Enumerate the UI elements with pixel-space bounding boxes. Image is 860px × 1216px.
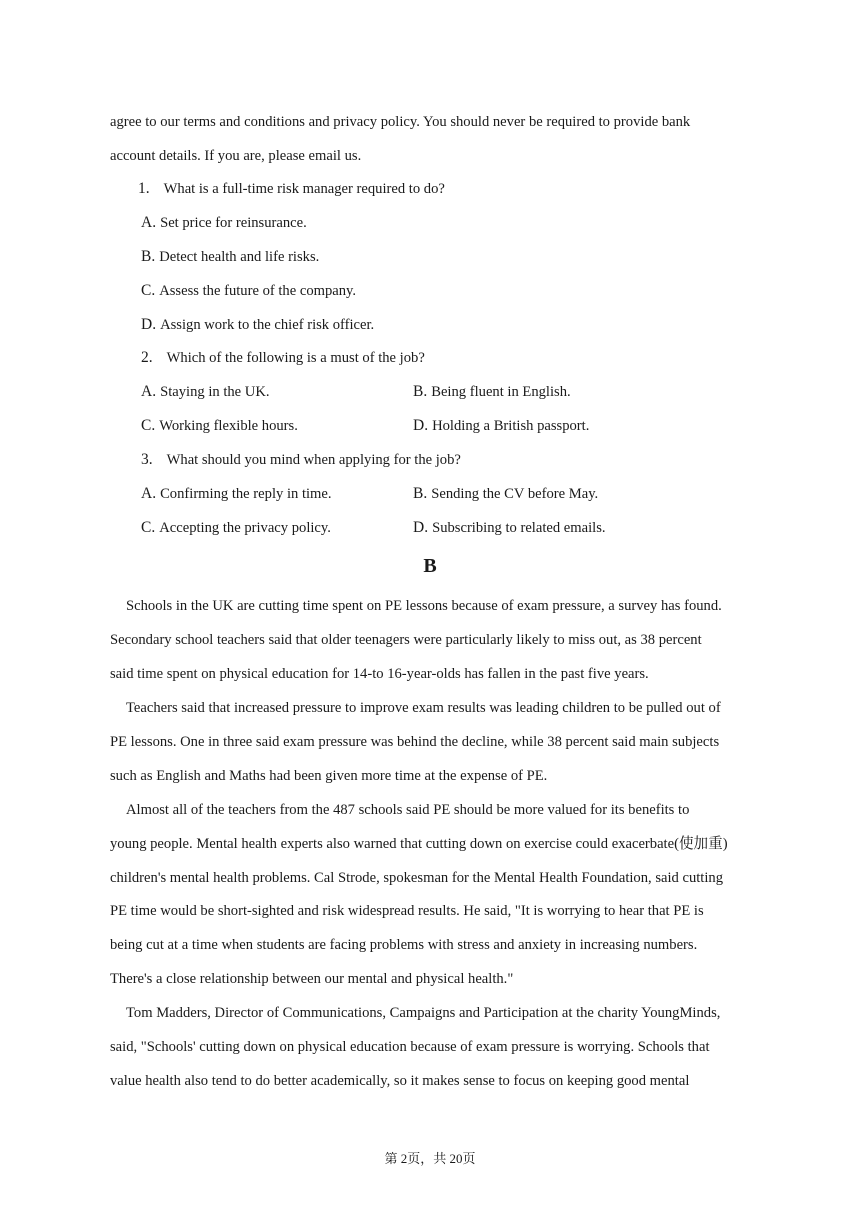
passage-line: Secondary school teachers said that older teenagers were particularly likely to miss out, as 38 percent: [110, 632, 702, 648]
option-text: Holding a British passport.: [432, 418, 590, 434]
option-letter: D.: [413, 417, 429, 434]
option-letter: D.: [413, 519, 429, 536]
passage-line: PE time would be short-sighted and risk widespread results. He said, "It is worrying to hear that PE is: [110, 903, 704, 919]
intro-line: account details. If you are, please email us.: [110, 148, 362, 164]
option-2b: [413, 382, 571, 402]
option-text: Working flexible hours.: [159, 418, 298, 434]
option-letter: A.: [141, 383, 157, 400]
option-letter: A.: [141, 214, 157, 231]
option-letter: D.: [141, 316, 157, 333]
passage-line: Tom Madders, Director of Communications, Campaigns and Participation at the charity YoungMinds,: [126, 1005, 721, 1021]
option-text: Assess the future of the company.: [159, 283, 357, 299]
passage-line: Almost all of the teachers from the 487 schools said PE should be more valued for its benefits to: [126, 802, 690, 818]
passage-line: value health also tend to do better academically, so it makes sense to focus on keeping good mental: [110, 1073, 690, 1089]
option-1b: [141, 247, 319, 267]
question-text: What is a full-time risk manager required to do?: [163, 181, 445, 197]
option-text: Being fluent in English.: [431, 384, 571, 400]
option-letter: C.: [141, 519, 156, 536]
section-title: B: [423, 555, 437, 577]
question-number: 2.: [141, 349, 153, 366]
question-number: 1.: [138, 180, 150, 197]
option-letter: B.: [413, 485, 428, 502]
option-letter: A.: [141, 485, 157, 502]
option-3b: [413, 484, 598, 504]
question-text: Which of the following is a must of the job?: [166, 350, 425, 366]
question-1: [138, 179, 445, 199]
option-text: Accepting the privacy policy.: [159, 520, 331, 536]
passage-line: PE lessons. One in three said exam pressure was behind the decline, while 38 percent said main subjects: [110, 734, 720, 750]
passage-line: There's a close relationship between our mental and physical health.": [110, 971, 514, 987]
passage-line: said time spent on physical education for 14-to 16-year-olds has fallen in the past five years.: [110, 666, 649, 682]
option-letter: C.: [141, 417, 156, 434]
option-text: Assign work to the chief risk officer.: [160, 317, 375, 333]
option-2d: [413, 416, 589, 436]
option-1d: [141, 315, 374, 335]
passage-line: Teachers said that increased pressure to improve exam results was leading children to be pulled out of: [126, 700, 721, 716]
option-3c: [141, 518, 331, 538]
option-2a: [141, 382, 270, 402]
option-text: Sending the CV before May.: [431, 486, 599, 502]
passage-line: said, "Schools' cutting down on physical education because of exam pressure is worrying. Schools that: [110, 1039, 710, 1055]
page-footer: 第 2页，共 20页: [384, 1151, 476, 1166]
option-letter: B.: [141, 248, 156, 265]
intro-line: agree to our terms and conditions and privacy policy. You should never be required to provide bank: [110, 114, 691, 130]
passage-line: such as English and Maths had been given more time at the expense of PE.: [110, 768, 548, 784]
option-text: Confirming the reply in time.: [160, 486, 332, 502]
option-2c: [141, 416, 298, 436]
option-text: Staying in the UK.: [160, 384, 270, 400]
passage-line: being cut at a time when students are facing problems with stress and anxiety in increasing numbers.: [110, 937, 698, 953]
option-text: Set price for reinsurance.: [160, 215, 307, 231]
question-text: What should you mind when applying for the job?: [166, 452, 461, 468]
passage-line: young people. Mental health experts also warned that cutting down on exercise could exacerbate(使加重): [110, 836, 728, 852]
option-text: Detect health and life risks.: [159, 249, 320, 265]
option-letter: C.: [141, 282, 156, 299]
question-number: 3.: [141, 451, 153, 468]
option-1c: [141, 281, 356, 301]
option-text: Subscribing to related emails.: [432, 520, 606, 536]
option-3a: [141, 484, 332, 504]
option-3d: [413, 518, 606, 538]
option-1a: [141, 213, 307, 233]
option-letter: B.: [413, 383, 428, 400]
passage-line: Schools in the UK are cutting time spent on PE lessons because of exam pressure, a survey has found.: [126, 598, 722, 614]
passage-line: children's mental health problems. Cal Strode, spokesman for the Mental Health Foundation, said cutting: [110, 870, 724, 886]
question-2: [141, 348, 425, 368]
question-3: [141, 450, 461, 470]
